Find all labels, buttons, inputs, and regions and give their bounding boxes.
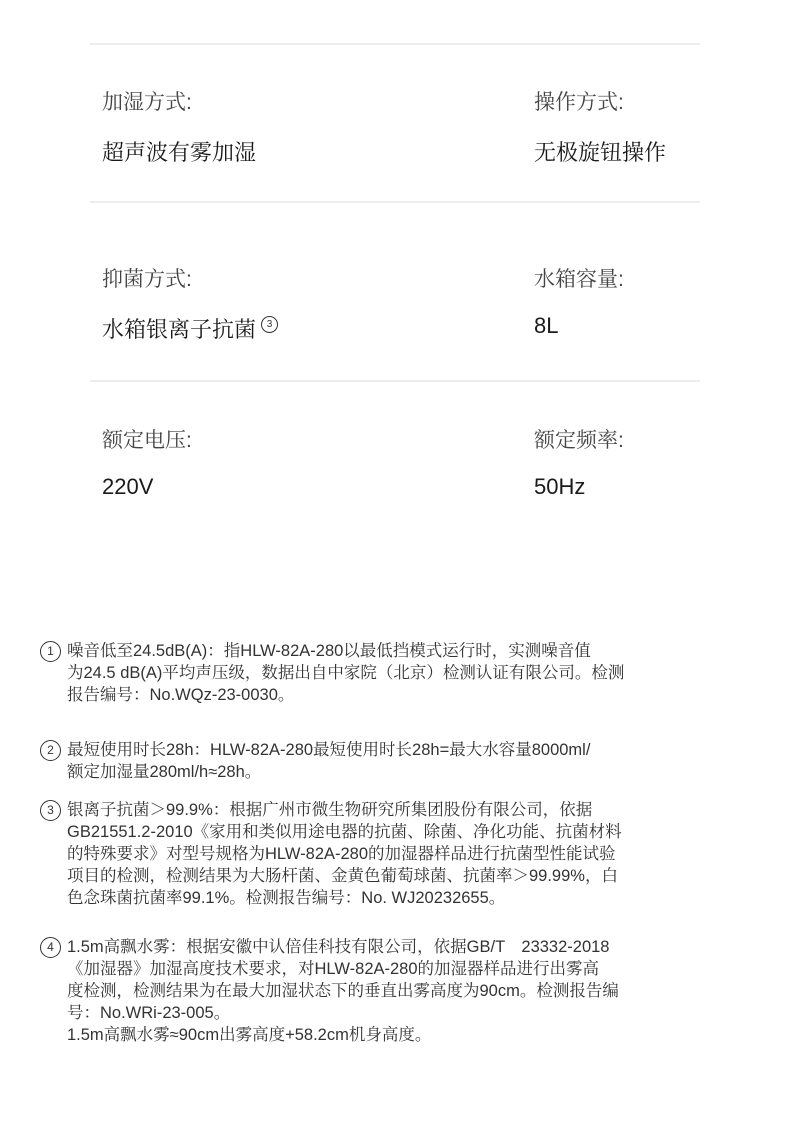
spec-label-tank-capacity: 水箱容量: <box>534 268 624 291</box>
footnote-1-line-2: 为24.5 dB(A)平均声压级，数据出自中家院（北京）检测认证有限公司。检测 <box>67 664 625 682</box>
footnote-4-line-2: 《加湿器》加湿高度技术要求，对HLW-82A-280的加湿器样品进行出雾高 <box>67 960 600 978</box>
footnote-1-line-1: 1 噪音低至24.5dB(A)：指HLW-82A-280以最低挡模式运行时，实测噪音值 <box>40 640 748 662</box>
spec-value-antibacterial-method <box>102 313 278 344</box>
footnote-1-number: 1 <box>40 641 61 662</box>
divider-row-1 <box>90 201 700 203</box>
footnote-ref-3-number: 3 <box>261 316 278 333</box>
footnote-2-line-1: 2 最短使用时长28h：HLW-82A-280最短使用时长28h=最大水容量8000ml/ <box>40 739 748 761</box>
footnote-3-line-5: 色念珠菌抗菌率99.1%。检测报告编号：No. WJ20232655。 <box>67 889 506 907</box>
spec-value-humidify-method: 超声波有雾加湿 <box>102 140 257 165</box>
footnote-1 <box>40 640 748 706</box>
divider-row-2 <box>90 380 700 382</box>
footnote-2-line-2: 额定加湿量280ml/h≈28h。 <box>67 763 262 781</box>
footnote-3-line-4: 项目的检测，检测结果为大肠杆菌、金黄色葡萄球菌、抗菌率＞99.99%，白 <box>67 867 618 885</box>
footnote-4-line-3: 度检测，检测结果为在最大加湿状态下的垂直出雾高度为90cm。检测报告编 <box>67 982 619 1000</box>
footnote-3-line-1: 3 银离子抗菌＞99.9%：根据广州市微生物研究所集团股份有限公司，依据 <box>40 799 748 821</box>
spec-value-tank-capacity: 8L <box>534 313 559 338</box>
spec-value-antibacterial-text: 水箱银离子抗菌 <box>102 317 257 342</box>
footnote-3-number: 3 <box>40 800 61 821</box>
footnote-ref-3 <box>261 316 278 331</box>
divider-top <box>90 43 700 45</box>
footnote-1-line-3: 报告编号：No.WQz-23-0030。 <box>67 686 295 704</box>
spec-label-rated-voltage: 额定电压: <box>102 429 192 452</box>
footnote-4 <box>40 936 748 1046</box>
footnote-3-line-3: 的特殊要求》对型号规格为HLW-82A-280的加湿器样品进行抗菌型性能试验 <box>67 845 616 863</box>
footnote-4-number: 4 <box>40 937 61 958</box>
spec-value-operation-method: 无极旋钮操作 <box>534 140 667 165</box>
spec-label-operation-method: 操作方式: <box>534 91 624 114</box>
footnote-4-line-5: 1.5m高飘水雾≈90cm出雾高度+58.2cm机身高度。 <box>67 1026 432 1044</box>
spec-label-rated-frequency: 额定频率: <box>534 429 624 452</box>
footnote-4-line-1: 4 1.5m高飘水雾：根据安徽中认倍佳科技有限公司，依据GB/T 23332-2018 <box>40 936 748 958</box>
footnote-4-line-4: 号：No.WRi-23-005。 <box>67 1004 231 1022</box>
spec-value-rated-frequency: 50Hz <box>534 474 586 499</box>
spec-label-humidify-method: 加湿方式: <box>102 91 192 114</box>
footnote-2 <box>40 739 748 783</box>
footnote-2-number: 2 <box>40 740 61 761</box>
spec-value-rated-voltage: 220V <box>102 474 154 499</box>
footnote-3-line-2: GB21551.2-2010《家用和类似用途电器的抗菌、除菌、净化功能、抗菌材料 <box>67 823 622 841</box>
footnote-3 <box>40 799 748 909</box>
spec-label-antibacterial-method: 抑菌方式: <box>102 268 192 291</box>
